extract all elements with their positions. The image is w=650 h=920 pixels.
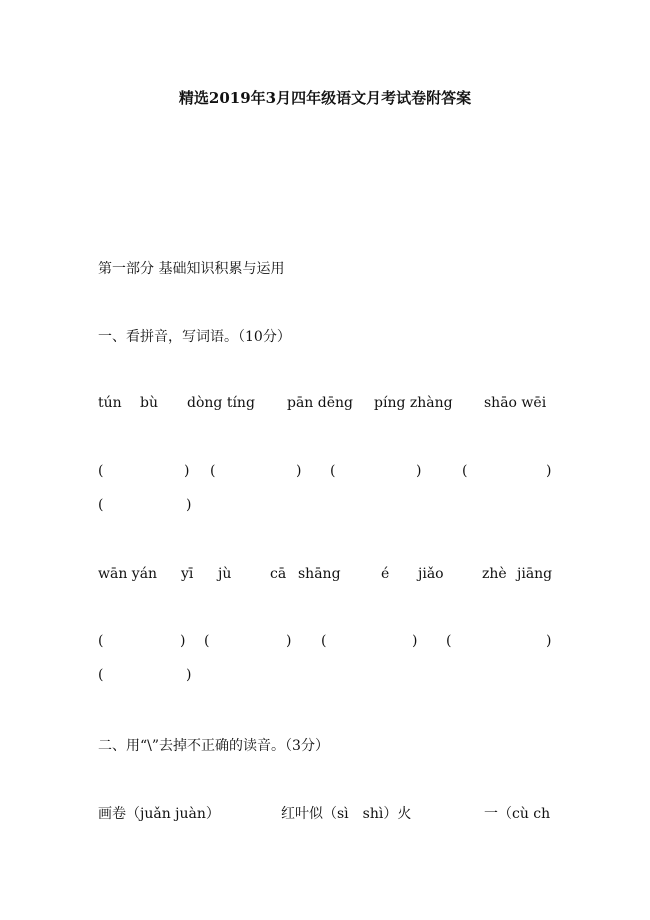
pinyin-word: jù xyxy=(218,566,232,582)
pinyin-word: wān yán xyxy=(98,566,158,582)
answer-blank-close: ) xyxy=(416,463,422,479)
answer-blank-close: ) xyxy=(412,633,418,649)
pronunciation-item: 画卷（juǎn juàn） xyxy=(98,806,220,822)
pinyin-word: zhè xyxy=(482,566,507,582)
answer-blank-close: ) xyxy=(296,463,302,479)
question-2-heading: 二、用“\”去掉不正确的读音。（3分） xyxy=(98,738,329,754)
answer-blank-open: ( xyxy=(210,463,216,479)
answer-blank-close: ) xyxy=(546,463,552,479)
answer-blank-open: ( xyxy=(98,497,104,513)
answer-blank-close: ) xyxy=(186,497,192,513)
pronunciation-item: 一（cù ch xyxy=(484,806,551,822)
question-1-heading: 一、看拼音，写词语。（10分） xyxy=(98,329,291,345)
part-1-heading: 第一部分 基础知识积累与运用 xyxy=(98,261,285,277)
answer-blank-close: ) xyxy=(186,667,192,683)
pinyin-word: jiǎo xyxy=(418,566,444,582)
pinyin-word: dòng tíng xyxy=(187,395,255,411)
pinyin-word: cā xyxy=(270,566,287,582)
pinyin-word: shāng xyxy=(298,566,341,582)
answer-blank-open: ( xyxy=(321,633,327,649)
answer-blank-open: ( xyxy=(462,463,468,479)
answer-blank-open: ( xyxy=(98,633,104,649)
answer-blank-open: ( xyxy=(446,633,452,649)
pinyin-word: shāo wēi xyxy=(484,395,547,411)
pinyin-word: bù xyxy=(140,395,158,411)
pinyin-word: tún xyxy=(98,395,122,411)
pinyin-word: é xyxy=(381,566,390,582)
answer-blank-close: ) xyxy=(180,633,186,649)
answer-blank-open: ( xyxy=(330,463,336,479)
answer-blank-open: ( xyxy=(98,463,104,479)
pinyin-word: píng zhàng xyxy=(374,395,453,411)
answer-blank-close: ) xyxy=(546,633,552,649)
pinyin-word: pān dēng xyxy=(287,395,354,411)
pinyin-word: jiāng xyxy=(517,566,553,582)
answer-blank-close: ) xyxy=(286,633,292,649)
answer-blank-close: ) xyxy=(184,463,190,479)
pinyin-word: yī xyxy=(181,566,194,582)
pronunciation-item: 红叶似（sì shì）火 xyxy=(281,806,412,822)
document-title: 精选2019年3月四年级语文月考试卷附答案 xyxy=(178,89,472,107)
answer-blank-open: ( xyxy=(204,633,210,649)
answer-blank-open: ( xyxy=(98,667,104,683)
